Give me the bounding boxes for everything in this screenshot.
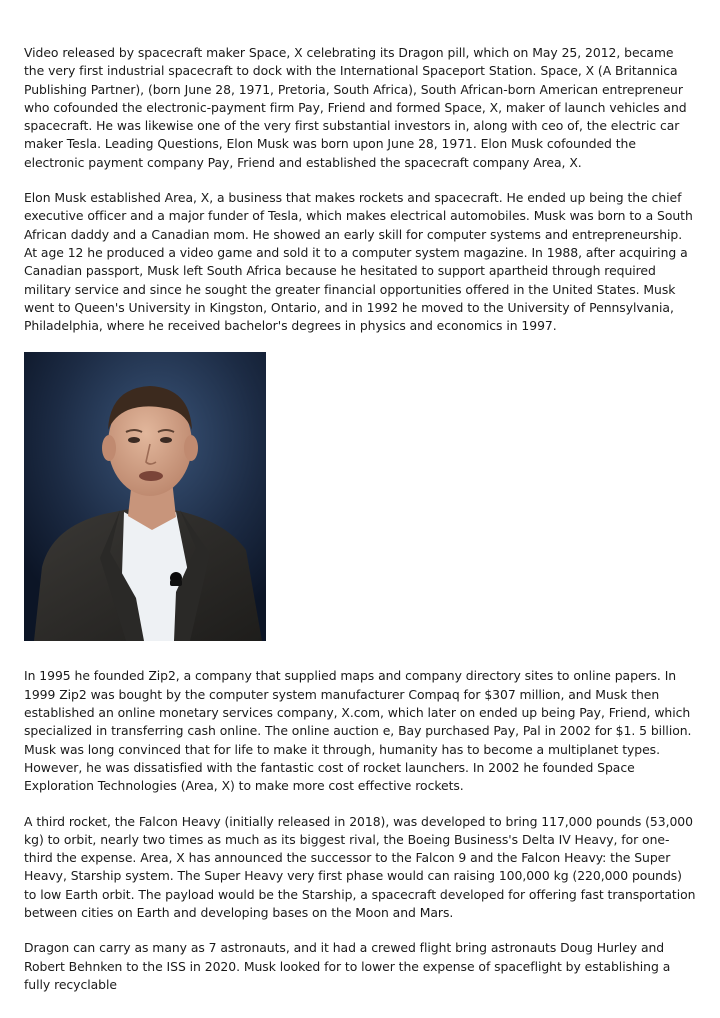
article-body	[24, 44, 696, 1011]
paragraph-3: In 1995 he founded Zip2, a company that supplied maps and company directory sites to online papers. In 1999 Zip2 was bought by the computer system manufacturer Compaq for $307 million, and Musk then established an online monetary services company, X.com, which later on ended up being Pay, Friend, which specialized in transferring cash online. The online auction e, Bay purchased Pay, Pal in 2002 for $1. 5 billion. Musk was long convinced that for life to make it through, humanity has to become a multiplanet types. However, he was dissatisfied with the fantastic cost of rocket launchers. In 2002 he founded Space Exploration Technologies (Area, X) to make more cost effective rockets.	[24, 668, 692, 794]
paragraph-1: Video released by spacecraft maker Space, X celebrating its Dragon pill, which on May 25, 2012, became the very first industrial spacecraft to dock with the International Spaceport Station. Space, X (A Britannica Publishing Partner), (born June 28, 1971, Pretoria, South Africa), South African-born American entrepreneur who cofounded the electronic-payment firm Pay, Friend and formed Space, X, maker of launch vehicles and spacecraft. He was likewise one of the very first substantial investors in, along with ceo of, the electric car maker Tesla. Leading Questions, Elon Musk was born upon June 28, 1971. Elon Musk cofounded the electronic payment company Pay, Friend and established the spacecraft company Area, X.	[24, 45, 687, 170]
portrait-illustration	[24, 352, 266, 641]
paragraph-4: A third rocket, the Falcon Heavy (initially released in 2018), was developed to bring 117,000 pounds (53,000 kg) to orbit, nearly two times as much as its biggest rival, the Boeing Business's Delta IV Heavy, for one-third the expense. Area, X has announced the successor to the Falcon 9 and the Falcon Heavy: the Super Heavy, Starship system. The Super Heavy very first phase would can raising 100,000 kg (220,000 pounds) to low Earth orbit. The payload would be the Starship, a spacecraft developed for offering fast transportation between cities on Earth and developing bases on the Moon and Mars.	[24, 813, 696, 921]
portrait-photo	[24, 352, 266, 641]
paragraph-5: Dragon can carry as many as 7 astronauts, and it had a crewed flight bring astronauts Doug Hurley and Robert Behnken to the ISS in 2020. Musk looked for to lower the expense of spaceflight by establishing a fully recyclable	[24, 940, 671, 992]
paragraph-2: Elon Musk established Area, X, a business that makes rockets and spacecraft. He ended up being the chief executive officer and a major funder of Tesla, which makes electrical automobiles. Musk was born to a South African daddy and a Canadian mom. He showed an early skill for computer systems and entrepreneurship. At age 12 he produced a video game and sold it to a computer system magazine. In 1988, after acquiring a Canadian passport, Musk left South Africa because he hesitated to support apartheid through required military service and since he sought the greater financial opportunities offered in the United States. Musk went to Queen's University in Kingston, Ontario, and in 1992 he moved to the University of Pennsylvania, Philadelphia, where he received bachelor's degrees in physics and economics in 1997.	[24, 190, 693, 334]
